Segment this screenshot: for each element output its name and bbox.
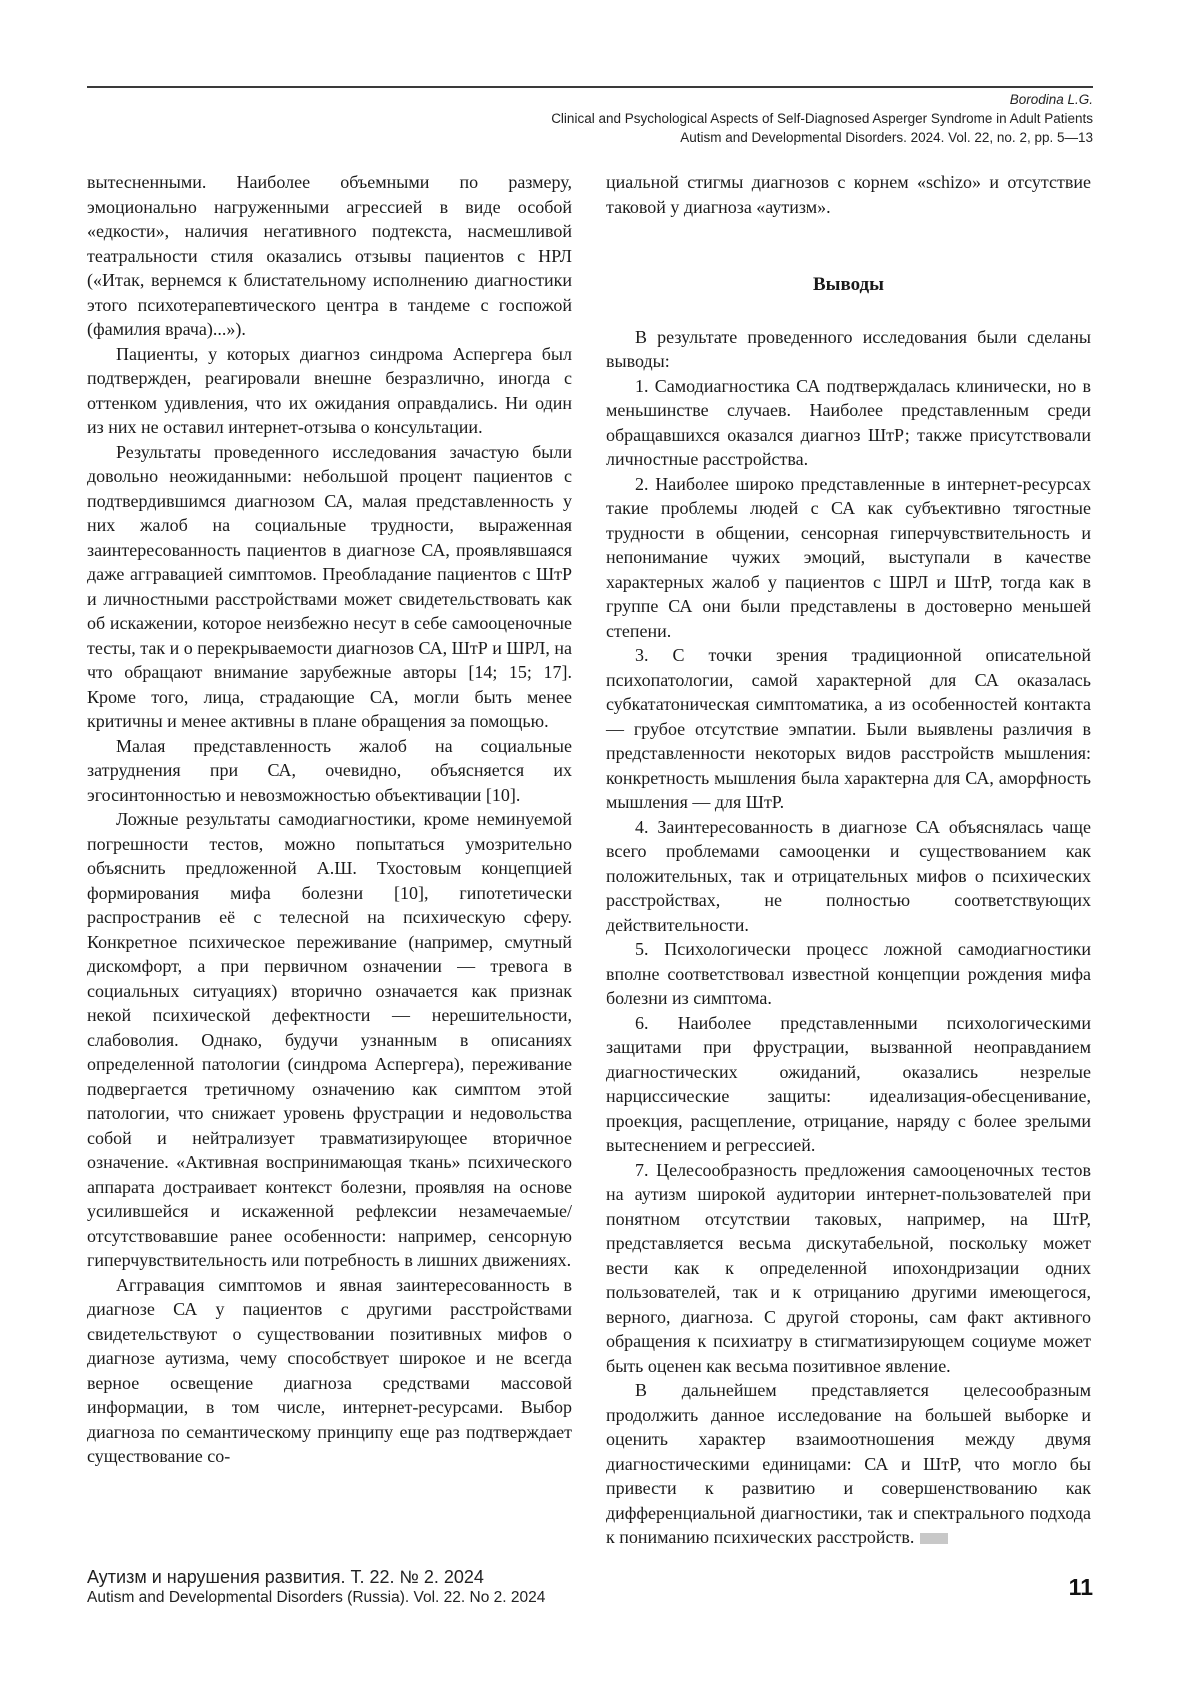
footer-journal-ru: Аутизм и нарушения развития. Т. 22. № 2. 2024 xyxy=(87,1566,545,1588)
paragraph: Пациенты, у которых диагноз синдрома Аспергера был подтвержден, реагировали внешне безразлично, иногда с оттенком удивления, что их ожидания оправдались. Ни один из них не оставил интернет-отзыва о консультации. xyxy=(87,342,572,440)
header-rule xyxy=(87,86,1093,88)
closing-text: В дальнейшем представляется целесообразным продолжить данное исследование на большей выборке и оценить характер взаимоотношения между двумя диагностическими единицами: СА и ШтР, что могло бы привести к развитию и совершенствованию как дифференциальной диагностики, так и спектрального подхода к пониманию психических расстройств. xyxy=(606,1380,1091,1547)
page-number: 11 xyxy=(1069,1574,1093,1601)
header-citation: Autism and Developmental Disorders. 2024. Vol. 22, no. 2, pp. 5—13 xyxy=(551,128,1093,147)
right-column xyxy=(606,170,1091,1550)
running-header xyxy=(551,90,1093,147)
end-of-article-mark xyxy=(920,1533,948,1544)
paragraph: В результате проведенного исследования были сделаны выводы: xyxy=(606,325,1091,374)
header-article-title: Clinical and Psychological Aspects of Self-Diagnosed Asperger Syndrome in Adult Patients xyxy=(551,109,1093,128)
paragraph: Малая представленность жалоб на социальные затруднения при СА, очевидно, объясняется их эгосинтонностью и невозможностью объективации [10]. xyxy=(87,734,572,808)
footer-journal-en: Autism and Developmental Disorders (Russia). Vol. 22. No 2. 2024 xyxy=(87,1588,545,1608)
paragraph: циальной стигмы диагнозов с корнем «schizo» и отсутствие таковой у диагноза «аутизм». xyxy=(606,170,1091,219)
header-author: Borodina L.G. xyxy=(551,90,1093,109)
section-heading-conclusions: Выводы xyxy=(606,273,1091,298)
left-column xyxy=(87,170,572,1469)
conclusion-item: 7. Целесообразность предложения самооценочных тестов на аутизм широкой аудитории интернет-пользователей при понятном отсутствии таковых, например, на ШтР, представляется весьма дискутабельной, поскольку может вести как к определенной ипохондризации одних пользователей, так и к отрицанию другими имеющегося, верного, диагноза. С другой стороны, сам факт активного обращения к психиатру в стигматизирующем социуме может быть оценен как весьма позитивное явление. xyxy=(606,1158,1091,1379)
conclusion-item: 6. Наиболее представленными психологическими защитами при фрустрации, вызванной неоправданием диагностических ожиданий, оказались незрелые нарциссические защиты: идеализация-обесценивание, проекция, расщепление, отрицание, наряду с более зрелыми вытеснением и регрессией. xyxy=(606,1011,1091,1158)
conclusion-item: 1. Самодиагностика СА подтверждалась клинически, но в меньшинстве случаев. Наиболее представленным среди обращавшихся оказался диагноз ШтР; также присутствовали личностные расстройства. xyxy=(606,374,1091,472)
conclusion-item: 3. С точки зрения традиционной описательной психопатологии, самой характерной для СА оказалась субкататоническая симптоматика, а из особенностей контакта — грубое отсутствие эмпатии. Были выявлены различия в представленности некоторых видов расстройств мышления: конкретность мышления была характерна для СА, аморфность мышления — для ШтР. xyxy=(606,643,1091,815)
conclusion-item: 4. Заинтересованность в диагнозе СА объяснялась чаще всего проблемами самооценки и существованием как положительных, так и отрицательных мифов о психических расстройствах, не полностью соответствующих действительности. xyxy=(606,815,1091,938)
paragraph: Результаты проведенного исследования зачастую были довольно неожиданными: небольшой процент пациентов с подтвердившимся диагнозом СА, малая представленность у них жалоб на социальные трудности, выраженная заинтересованность пациентов в диагнозе СА, проявлявшаяся даже аггравацией симптомов. Преобладание пациентов с ШтР и личностными расстройствами может свидетельствовать как об искажении, которое неизбежно несут в себе самооценочные тесты, так и о перекрываемости диагнозов СА, ШтР и ШРЛ, на что обращают внимание зарубежные авторы [14; 15; 17]. Кроме того, лица, страдающие СА, могли быть менее критичны и менее активны в плане обращения за помощью. xyxy=(87,440,572,734)
conclusion-item: 5. Психологически процесс ложной самодиагностики вполне соответствовал известной концепции рождения мифа болезни из симптома. xyxy=(606,937,1091,1011)
page-footer xyxy=(87,1566,545,1608)
conclusion-item: 2. Наиболее широко представленные в интернет-ресурсах такие проблемы людей с СА как субъективно тягостные трудности в общении, сенсорная гиперчувствительность и непонимание чужих эмоций, выступали в качестве характерных жалоб у пациентов с ШРЛ и ШтР, тогда как в группе СА они были представлены в достоверно меньшей степени. xyxy=(606,472,1091,644)
paragraph: Аггравация симптомов и явная заинтересованность в диагнозе СА у пациентов с другими расстройствами свидетельствуют о существовании позитивных мифов о диагнозе аутизма, чему способствует широкое и не всегда верное освещение диагноза средствами массовой информации, в том числе, интернет-ресурсами. Выбор диагноза по семантическому принципу еще раз подтверждает существование со- xyxy=(87,1273,572,1469)
paragraph: Ложные результаты самодиагностики, кроме неминуемой погрешности тестов, можно попытаться умозрительно объяснить предложенной А.Ш. Тхостовым концепцией формирования мифа болезни [10], гипотетически распространив её с телесной на психическую сферу. Конкретное психическое переживание (например, смутный дискомфорт, а при первичном означении — тревога в социальных ситуациях) вторично означается как признак некой психической дефектности — нерешительности, слабоволия. Однако, будучи узнанным в описаниях определенной патологии (синдрома Аспергера), переживание подвергается третичному означению как симптом этой патологии, что снижает уровень фрустрации и недовольства собой и нейтрализует травматизирующее вторичное означение. «Активная воспринимающая ткань» психического аппарата достраивает контекст болезни, проявляя на основе усилившейся и искаженной рефлексии незамечаемые/отсутствовавшие ранее особенности: например, сенсорную гиперчувствительность или потребность в лишних движениях. xyxy=(87,807,572,1273)
paragraph: вытесненными. Наиболее объемными по размеру, эмоционально нагруженными агрессией в виде особой «едкости», наличия негативного подтекста, насмешливой театральности стиля оказались отзывы пациентов с НРЛ («Итак, вернемся к блистательному исполнению диагностики этого психотерапевтического центра в тандеме с госпожой (фамилия врача)...»). xyxy=(87,170,572,342)
closing-paragraph xyxy=(606,1378,1091,1550)
